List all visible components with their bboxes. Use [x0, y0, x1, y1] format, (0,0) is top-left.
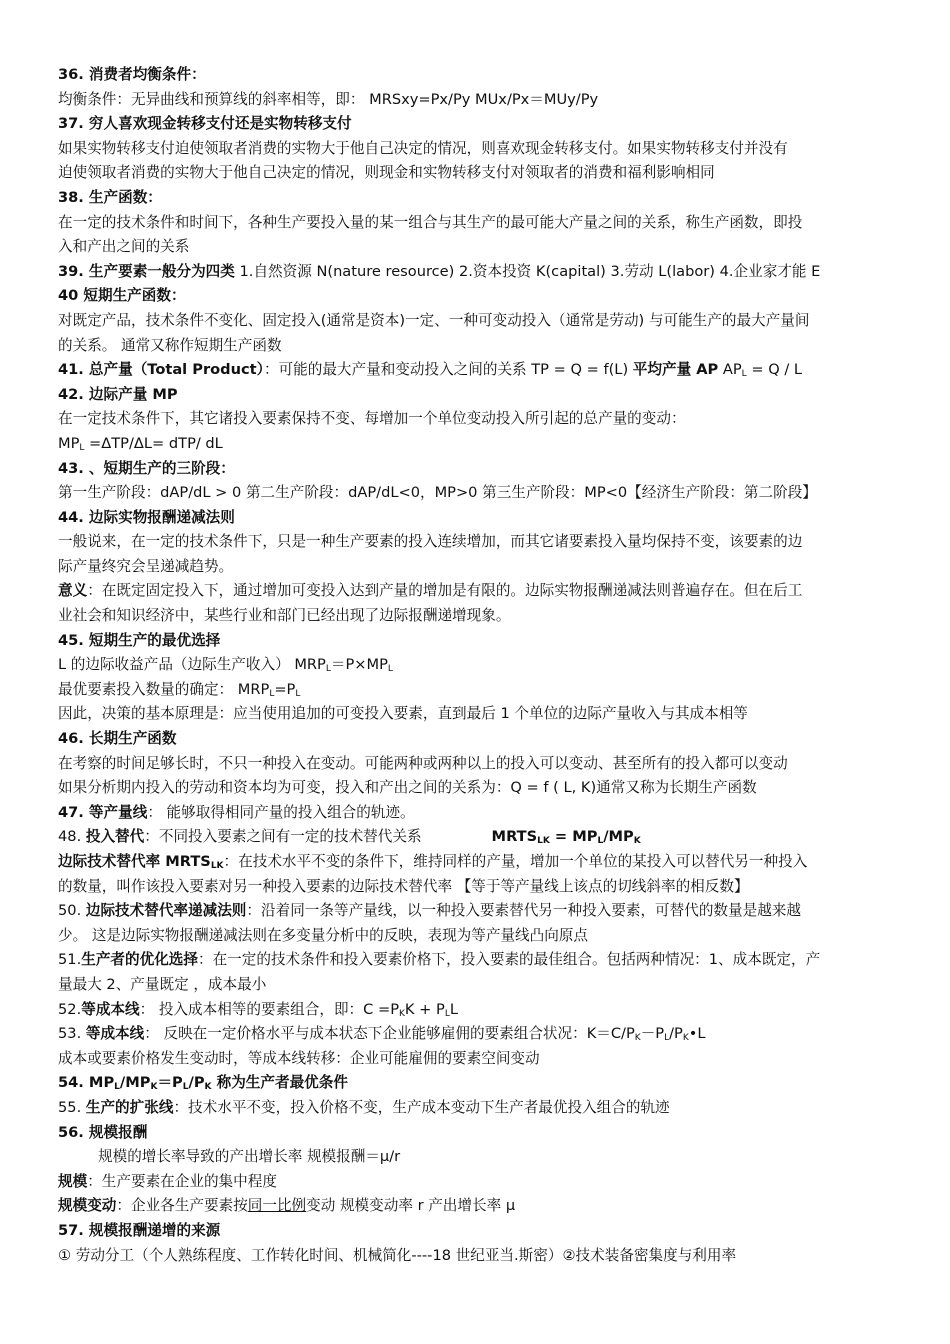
text-line: 际产量终究会呈递减趋势。 — [58, 557, 234, 575]
text-line: 对既定产品，技术条件不变化、固定投入(通常是资本)一定、一种可变动投入（通常是劳动) 与可能生产的最大产量间 — [58, 311, 810, 329]
text-line: 的关系。 通常又称作短期生产函数 — [58, 336, 282, 354]
text-line: ① 劳动分工（个人熟练程度、工作转化时间、机械简化----18 世纪亚当.斯密）②技术装备密集度与利用率 — [58, 1246, 737, 1264]
subscript: LK — [537, 836, 550, 847]
text-line: 均衡条件：无异曲线和预算线的斜率相等，即： MRSxy=Px/Py MUx/Px＝MUy/Py — [58, 90, 599, 108]
underlined-text: 同一比例 — [247, 1197, 307, 1215]
text-span: 51. — [58, 951, 82, 969]
meaning-label: 意义 — [58, 582, 88, 600]
heading-53-line — [58, 1022, 894, 1047]
text-span: 55. — [58, 1098, 86, 1116]
text-span: = Q / L — [746, 361, 803, 379]
scale-change-label: 规模变动 — [58, 1197, 117, 1215]
heading-44: 44. 边际实物报酬递减法则 — [58, 508, 235, 526]
text-span: ： 投入成本相等的要素组合，即：C =P — [139, 1000, 400, 1018]
subscript: L — [182, 1082, 189, 1093]
subscript: L — [741, 369, 747, 380]
heading-55-line — [58, 1096, 894, 1121]
text-line: 的数量，叫作该投入要素对另一种投入要素的边际技术替代率 【等于等产量线上该点的切线斜率的相反数】 — [58, 877, 749, 895]
mrts-line — [58, 850, 894, 875]
heading-38: 38. 生产函数： — [58, 188, 162, 206]
text-span: ：技术水平不变，投入价格不变，生产成本变动下生产者最优投入组合的轨迹 — [173, 1098, 670, 1116]
text-line: 成本或要素价格发生变动时，等成本线转移：企业可能雇佣的要素空间变动 — [58, 1049, 540, 1067]
text-span: ：生产要素在企业的集中程度 — [87, 1172, 277, 1190]
text-span: = MP — [549, 828, 598, 846]
heading-55: 生产的扩张线 — [85, 1098, 174, 1116]
text-span: ＝P×MP — [330, 656, 388, 674]
heading-41: 41. 总产量（Total Product） — [58, 361, 264, 379]
heading-51: 生产者的优化选择 — [81, 951, 198, 969]
heading-42: 42. 边际产量 MP — [58, 385, 178, 403]
subscript: L — [597, 836, 604, 847]
heading-40: 40 短期生产函数： — [58, 287, 186, 305]
scale-change-line — [58, 1194, 894, 1219]
text-line: 因此，决策的基本原理是：应当使用追加的可变投入要素，直到最后 1 个单位的边际产量收入与其成本相等 — [58, 705, 748, 723]
subscript: L — [325, 664, 331, 675]
heading-50: 边际技术替代率递减法则 — [85, 902, 247, 920]
heading-45: 45. 短期生产的最优选择 — [58, 631, 221, 649]
text-span: K + P — [404, 1000, 445, 1018]
heading-47: 47. 等产量线 — [58, 803, 148, 821]
subscript: L — [444, 1008, 450, 1019]
text-span: ：在既定固定投入下，通过增加可变投入达到产量的增加是有限的。边际实物报酬递减法则普遍存在。但在后工 — [87, 582, 803, 600]
text-line: 一般说来，在一定的技术条件下，只是一种生产要素的投入连续增加，而其它诸要素投入量均保持不变，该要素的边 — [58, 533, 803, 551]
text-line: 量最大 2、产量既定 ，成本最小 — [58, 975, 267, 993]
heading-43: 43. 、短期生产的三阶段： — [58, 459, 235, 477]
subscript: LK — [210, 861, 224, 871]
subscript: K — [399, 1008, 405, 1019]
text-span: L 的边际收益产品（边际生产收入） MRP — [58, 656, 326, 674]
subscript: L — [79, 442, 85, 453]
heading-36: 36. 消费者均衡条件： — [58, 66, 206, 83]
text-line: 在一定的技术条件和时间下，各种生产要投入量的某一组合与其生产的最可能大产量之间的关系，称生产函数，即投 — [58, 213, 803, 231]
text-span: 50. — [58, 902, 86, 920]
heading-57: 57. 规模报酬递增的来源 — [58, 1221, 221, 1239]
text-span: ： 能够取得相同产量的投入组合的轨迹。 — [147, 803, 415, 821]
text-span: AP — [718, 361, 742, 379]
text-span: /MP — [119, 1074, 151, 1092]
text-span: 53. — [58, 1025, 86, 1043]
heading-41-line — [58, 358, 894, 383]
text-span: 1.自然资源 N(nature resource) 2.资本投资 K(capital) 3.劳动 L(labor) 4.企业家才能 E — [234, 262, 821, 280]
mrts-formula — [492, 828, 641, 845]
subscript: K — [204, 1082, 212, 1093]
subscript: L — [664, 1033, 670, 1044]
text-span: =P — [274, 680, 296, 698]
heading-51-line — [58, 948, 894, 973]
heading-39: 39. 生产要素一般分为四类 — [58, 262, 235, 280]
formula-line — [58, 432, 894, 457]
subscript: L — [269, 688, 275, 699]
text-span: 变动 规模变动率 r 产出增长率 μ — [306, 1197, 516, 1215]
text-span: /P — [669, 1025, 683, 1043]
text-span: ：在一定的技术条件和投入要素价格下，投入要素的最佳组合。包括两种情况：1、成本既定，产 — [197, 951, 821, 969]
text-line: 在考察的时间足够长时，不只一种投入在变动。可能两种或两种以上的投入可以变动、甚至所有的投入都可以变动 — [58, 754, 788, 772]
heading-37: 37. 穷人喜欢现金转移支付还是实物转移支付 — [58, 115, 352, 133]
text-span: ＝P — [157, 1074, 183, 1092]
subscript: K — [682, 1033, 689, 1044]
heading-46: 46. 长期生产函数 — [58, 730, 177, 748]
text-line: 业社会和知识经济中，某些行业和部门已经出现了边际报酬递增现象。 — [58, 607, 511, 625]
text-line: 第一生产阶段：dAP/dL > 0 第二生产阶段：dAP/dL<0，MP>0 第三生产阶段：MP<0【经济生产阶段：第二阶段】 — [58, 484, 817, 502]
text-line: 入和产出之间的关系 — [58, 238, 190, 256]
text-span: ：不同投入要素之间有一定的技术替代关系 — [144, 828, 422, 846]
text-line: 迫使领取者消费的实物大于他自己决定的情况，则现金和实物转移支付对领取者的消费和福利影响相同 — [58, 164, 715, 182]
text-span: MRTS — [491, 828, 538, 846]
text-span: =ΔTP/ΔL= dTP/ dL — [84, 434, 223, 452]
subscript: L — [387, 664, 393, 675]
subscript: L — [114, 1082, 120, 1093]
subscript: K — [634, 1033, 641, 1044]
formula-line — [58, 653, 894, 678]
text-span: 52. — [58, 1000, 82, 1018]
heading-47-line — [58, 801, 894, 826]
text-line: 如果实物转移支付迫使领取者消费的实物大于他自己决定的情况，则喜欢现金转移支付。如果实物转移支付并没有 — [58, 139, 788, 157]
heading-39-line — [58, 260, 894, 285]
heading-53: 等成本线 — [85, 1025, 145, 1043]
text-span: 称为生产者最优条件 — [211, 1074, 348, 1092]
text-span: ：沿着同一条等产量线，以一种投入要素替代另一种投入要素，可替代的数量是越来越 — [246, 902, 801, 920]
text-span: －P — [640, 1025, 665, 1043]
document-page — [58, 63, 894, 1268]
text-span: ：在技术水平不变的条件下，维持同样的产量，增加一个单位的某投入可以替代另一种投入 — [223, 853, 808, 870]
text-span: L — [449, 1000, 458, 1018]
scale-label: 规模 — [58, 1172, 88, 1190]
text-span: 最优要素投入数量的确定： MRP — [58, 680, 270, 698]
meaning-line — [58, 579, 894, 604]
heading-48-line — [58, 825, 894, 850]
text-span: MP — [58, 434, 80, 452]
subscript: K — [633, 836, 641, 847]
heading-50-line — [58, 899, 894, 924]
text-line: 规模的增长率导致的产出增长率 规模报酬＝μ/r — [98, 1148, 401, 1166]
text-span: 54. MP — [58, 1074, 115, 1092]
heading-54-line — [58, 1071, 894, 1096]
text-span: /MP — [603, 828, 634, 846]
text-span: 边际技术替代率 MRTS — [58, 853, 211, 870]
heading-56: 56. 规模报酬 — [58, 1123, 148, 1141]
text-line: 如果分析期内投入的劳动和资本均为可变，投入和产出之间的关系为：Q = f ( L, K)通常又称为长期生产函数 — [58, 779, 757, 797]
text-span: ：可能的最大产量和变动投入之间的关系 TP = Q = f(L) — [263, 361, 633, 379]
heading-48: 投入替代 — [85, 828, 145, 846]
heading-52: 等成本线 — [81, 1000, 140, 1018]
mrts-label — [58, 853, 224, 870]
text-span: ： 反映在一定价格水平与成本状态下企业能够雇佣的要素组合状况：K＝C/P — [144, 1025, 635, 1043]
text-span: ：企业各生产要素按 — [116, 1197, 248, 1215]
subscript: L — [295, 688, 301, 699]
formula-line — [58, 678, 894, 703]
average-product-label: 平均产量 AP — [632, 361, 719, 379]
text-line: 少。 这是边际实物报酬递减法则在多变量分析中的反映，表现为等产量线凸向原点 — [58, 926, 589, 944]
text-line: 在一定技术条件下，其它诸投入要素保持不变、每增加一个单位变动投入所引起的总产量的变动： — [58, 410, 686, 428]
text-span: 48. — [58, 828, 86, 846]
text-span: •L — [688, 1025, 706, 1043]
scale-line — [58, 1170, 894, 1195]
heading-52-line — [58, 998, 894, 1023]
subscript: K — [150, 1082, 158, 1093]
text-span: /P — [188, 1074, 205, 1092]
